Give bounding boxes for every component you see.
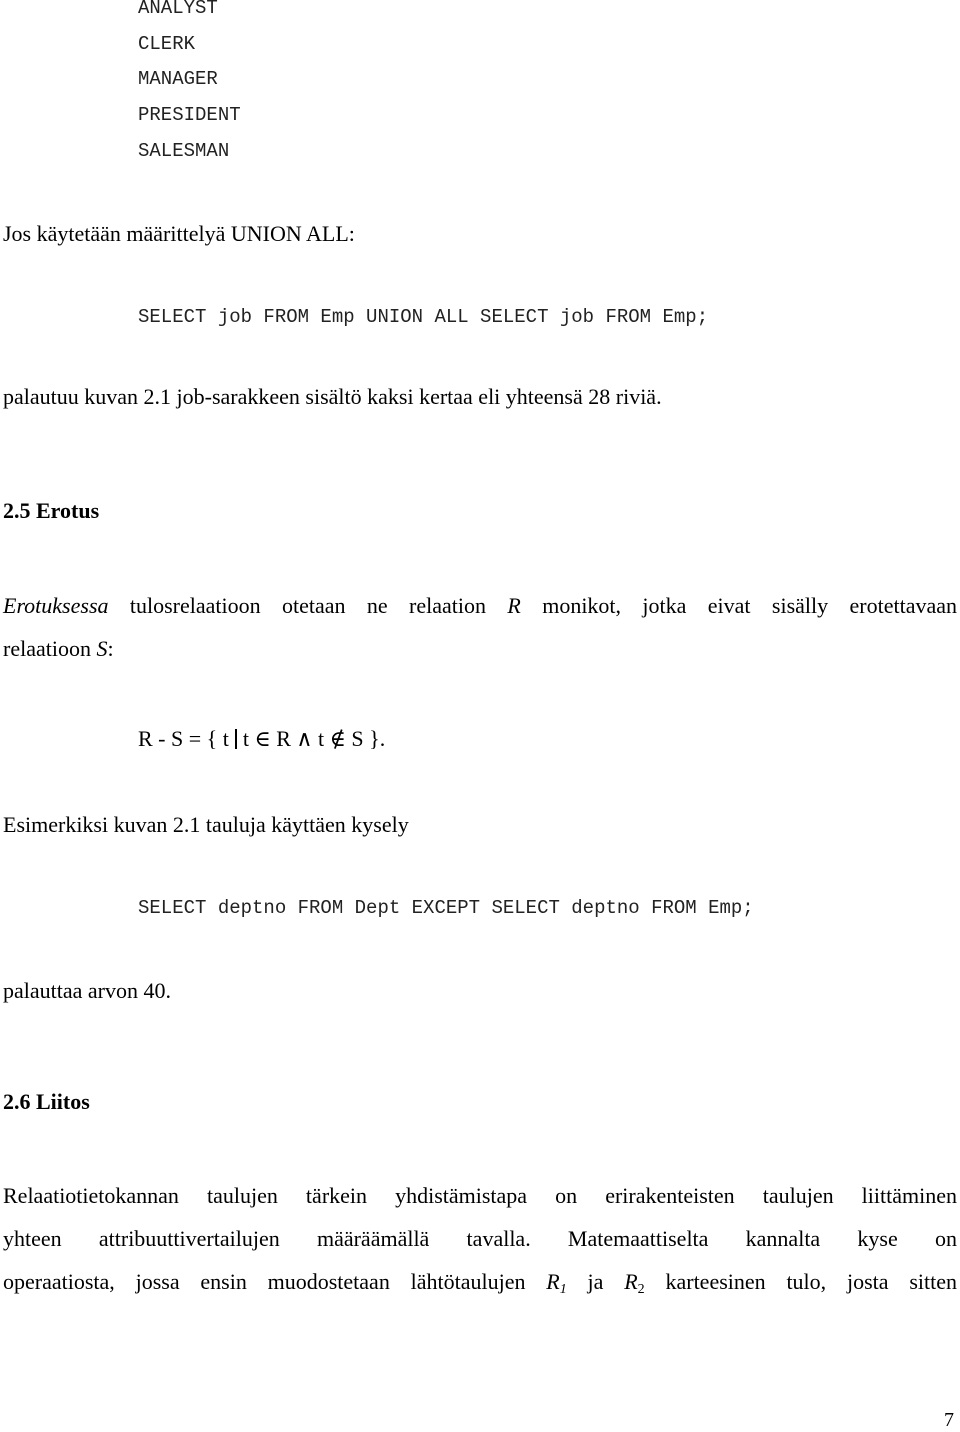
page-number: 7 xyxy=(944,1409,954,1431)
job-list-item: SALESMAN xyxy=(138,140,230,162)
difference-formula: R - S = { t t ∈ R ∧ t ∉ S }. xyxy=(138,726,386,751)
liitos-paragraph-line1: Relaatiotietokannan taulujen tärkein yhdistämistapa on erirakenteisten taulujen liittäminen xyxy=(3,1183,957,1208)
erotus-definition-line2: relaatioon S: xyxy=(3,636,114,661)
job-list-item: CLERK xyxy=(138,33,196,55)
example-result: palauttaa arvon 40. xyxy=(3,978,171,1003)
example-intro: Esimerkiksi kuvan 2.1 tauluja käyttäen kysely xyxy=(3,812,409,837)
job-list-item: PRESIDENT xyxy=(138,104,241,126)
job-list-item: MANAGER xyxy=(138,68,218,90)
such-that-bar xyxy=(235,729,237,749)
job-list-item: ANALYST xyxy=(138,0,218,19)
union-all-query: SELECT job FROM Emp UNION ALL SELECT job FROM Emp; xyxy=(138,306,709,328)
liitos-paragraph-line2: yhteen attribuuttivertailujen määräämällä tavalla. Matemaattiselta kannalta kyse on xyxy=(3,1226,957,1251)
union-all-intro: Jos käytetään määrittelyä UNION ALL: xyxy=(3,221,355,246)
liitos-paragraph-line3: operaatiosta, jossa ensin muodostetaan lähtötaulujen $R_1$ ja $R_2$ karteesinen tulo, josta sitten xyxy=(3,1269,957,1297)
section-heading-liitos: 2.6 Liitos xyxy=(3,1089,90,1114)
except-query: SELECT deptno FROM Dept EXCEPT SELECT deptno FROM Emp; xyxy=(138,897,754,919)
union-all-result: palautuu kuvan 2.1 job-sarakkeen sisältö kaksi kertaa eli yhteensä 28 riviä. xyxy=(3,384,662,409)
erotus-definition-line1: Erotuksessa tulosrelaatioon otetaan ne relaation R monikot, jotka eivat sisälly erotettavaan xyxy=(3,593,957,618)
term-erotuksessa: Erotuksessa xyxy=(3,593,109,618)
section-heading-erotus: 2.5 Erotus xyxy=(3,498,100,523)
